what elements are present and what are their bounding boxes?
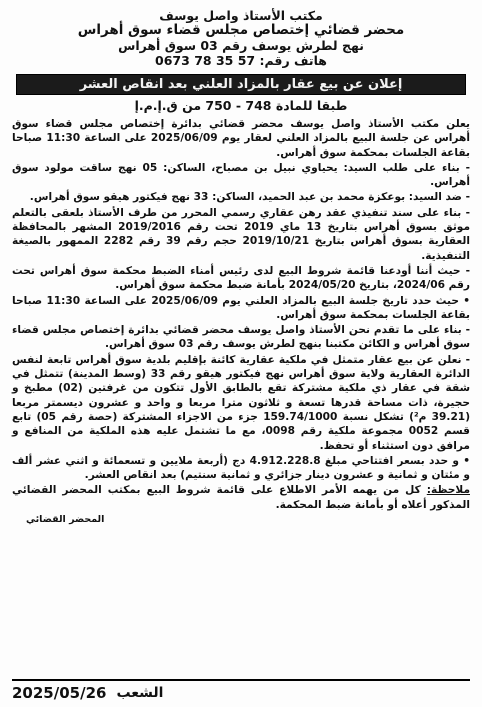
legal-reference: طبقا للمادة 748 - 750 من ق.إ.م.إ <box>134 98 348 113</box>
note-label: ملاحظة: <box>426 484 470 497</box>
publication-date: 2025/05/26 <box>12 684 107 702</box>
bailiff-statement-paragraph: - بناء على ما تقدم نحن الأستاذ واصل يوسف محضر قضائي بدائرة إختصاص مجلس قضاء سوق أهراس و الكائن مكتبنا بنهج لطرش يوسف رقم 03 سوق أهراس. <box>12 323 470 352</box>
publication-footer <box>12 679 470 703</box>
office-phone: هاتف رقم: 57 35 78 0673 <box>155 53 327 68</box>
deposit-paragraph: - حيث أننا أودعنا قائمة شروط البيع لدى رئيس أمناء الضبط محكمة سوق أهراس تحت رقم 2024/06، بتاريخ 2024/05/20 بأمانة ضبط محكمة سوق أهراس. <box>12 264 470 293</box>
notice-title-banner: إعلان عن بيع عقار بالمزاد العلني بعد انقاص العشر <box>16 74 466 95</box>
enforcement-deed-paragraph: - بناء على سند تنفيذي عقد رهن عقاري رسمي المحرر من طرف الأستاذ بلعقى بالتعلم موثق بسوق أهراس بتاريخ 13 ماي 2019 تحت رقم 2019/2016 المشهر بالمحافظة العقارية بسوق أهراس بتاريخ 2019/10/21 حجم رقم 39 رقم 2282 الممهور بالصيغة التنفيذية. <box>12 206 470 263</box>
signature-line: المحضر القضائي <box>26 514 105 526</box>
auction-date-paragraph: • حيث حدد تاريخ جلسة البيع بالمزاد العلني يوم 2025/06/09 على الساعة 11:30 صباحا بقاعة الجلسات بمحكمة سوق أهراس. <box>12 294 470 323</box>
notice-body <box>12 117 470 512</box>
note-text: كل من يهمه الأمر الاطلاع على قائمة شروط البيع بمكتب المحضر القضائي المذكور أعلاه أو بأمانة ضبط المحكمة. <box>12 484 470 511</box>
newspaper-name: الشعب <box>116 685 164 701</box>
bailiff-title: محضر قضائي إختصاص مجلس قضاء سوق أهراس <box>77 22 405 38</box>
defendant-paragraph: - ضد السيد: بوعكزة محمد بن عبد الحميد، الساكن: 33 نهج فيكتور هيقو سوق أهراس. <box>12 190 470 204</box>
property-description-paragraph: - نعلن عن بيع عقار متمثل في ملكية عقارية كائنة بإقليم بلدية سوق أهراس تابعة لنفس الدائرة العقارية ولاية سوق أهراس نهج فيكتور هيقو رقم 33 (وسط المدينة) تتمثل في شقة في عقار ذي ملكية مشتركة تقع بالطابق الأول تتكون من غرفتين (02) مطبخ و حجيرة، ذات مساحة قدرها تسعة و ثلاثون مترا مربعا و واحد و عشرون ديسمتر مربعا (39.21 م²) تشكل نسبة 159.74/1000 جزء من الاجزاء المشتركة (حصة رقم 05) تابع قسم 0052 مجموعة ملكية رقم 0098، مع ما تشتمل عليه هذه الملكية من المنافع و مرافق دون استثناء أو تحفظ. <box>12 353 470 453</box>
bailiff-office-header <box>12 8 470 68</box>
note-paragraph <box>12 483 470 512</box>
plaintiff-paragraph: - بناء على طلب السيد: يحياوي نبيل بن مصباح، الساكن: 05 نهج ساقت مولود سوق أهراس. <box>12 161 470 190</box>
office-address: نهج لطرش يوسف رقم 03 سوق أهراس <box>118 38 364 53</box>
opening-price-paragraph: • و حدد بسعر افتتاحي مبلغ 4.912.228.8 دج (أربعة ملايين و تسعمائة و اثني عشر ألف و مئتان و ثمانية و عشرون دينار جزائري و ثمانية سنتيم) بعد انقاص العشر. <box>12 454 470 483</box>
intro-paragraph: يعلن مكتب الأستاذ واصل يوسف محضر قضائي بدائرة إختصاص مجلس قضاء سوق أهراس عن جلسة البيع بالمزاد العلني لعقار يوم 2025/06/09 على الساعة 11:30 صباحا بقاعة الجلسات بمحكمة سوق أهراس. <box>12 118 470 159</box>
office-name: مكتب الأستاذ واصل يوسف <box>159 8 323 23</box>
